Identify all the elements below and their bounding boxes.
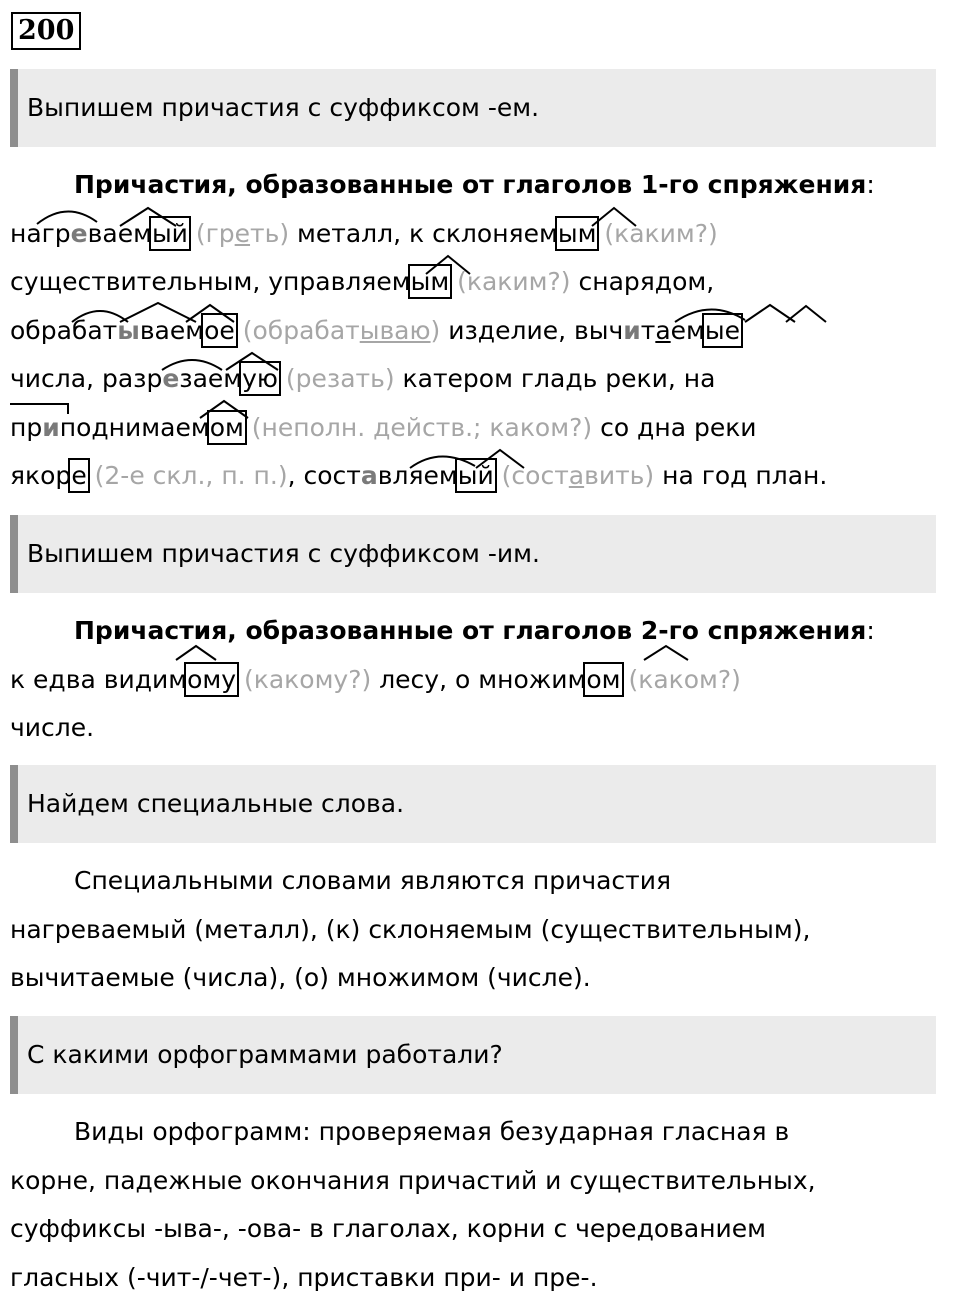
text-line: числе. [10, 713, 95, 742]
section-heading-2 [10, 515, 936, 593]
ending-box: ые [704, 315, 741, 345]
text-line: Специальными словами являются причастия [74, 866, 672, 895]
ending-box: ую [242, 364, 278, 393]
section-heading-text: С какими орфограммами работали? [27, 1040, 503, 1069]
text-line: к едва видимому (какому?) лесу, о множимом (каком?) [10, 664, 741, 694]
section-heading-1 [10, 69, 936, 147]
ending-box: ому [187, 664, 237, 694]
block-title: Причастия, образованные от глаголов 2-го спряжения: [74, 616, 875, 645]
block-title: Причастия, образованные от глаголов 1-го спряжения: [74, 170, 875, 199]
ending-box: е [71, 461, 87, 490]
section-heading-4 [10, 1016, 936, 1094]
section-heading-3 [10, 765, 936, 843]
ending-box: ый [151, 218, 188, 248]
text-line: нагреваемый (металл), (к) склоняемым (существительным), [10, 914, 811, 944]
ending-box: ый [457, 461, 494, 490]
text-line: обрабатываемое (обрабатываю) изделие, вычитаемые [10, 315, 741, 345]
ending-box: ом [586, 664, 621, 694]
text-line: вычитаемые (числа), (о) множимом (числе). [10, 963, 591, 992]
ending-box: ым [410, 267, 450, 296]
block-conjugation-2 [10, 607, 950, 753]
text-line: нагреваемый (греть) металл, к склоняемым (каким?) [10, 218, 718, 248]
text-line: Виды орфограмм: проверяемая безударная гласная в [74, 1117, 790, 1146]
ending-box: ое [204, 315, 235, 345]
ending-box: ом [209, 412, 244, 442]
text-line: числа, разрезаемую (резать) катером гладь реки, на [10, 364, 716, 393]
section-heading-text: Выпишем причастия с суффиксом -ем. [27, 93, 540, 122]
text-line: корне, падежные окончания причастий и существительных, [10, 1165, 816, 1195]
block-conjugation-1 [10, 161, 950, 501]
text-line: суффиксы -ыва-, -ова- в глаголах, корни с чередованием [10, 1214, 767, 1243]
text-line: существительным, управляемым (каким?) снарядом, [10, 267, 715, 296]
section-heading-text: Найдем специальные слова. [27, 789, 405, 818]
text-line: гласных (-чит-/-чет-), приставки при- и пре-. [10, 1262, 598, 1292]
text-line: якоре (2-е скл., п. п.), составляемый (составить) на год план. [10, 461, 828, 490]
block-orthograms [10, 1108, 950, 1302]
text-line: приподнимаемом (неполн. действ.; каком?) со дна реки [10, 412, 757, 442]
section-heading-text: Выпишем причастия с суффиксом -им. [27, 539, 540, 568]
ending-box: ым [557, 218, 597, 248]
block-special-words [10, 857, 950, 1003]
exercise-number: 200 [11, 12, 81, 50]
